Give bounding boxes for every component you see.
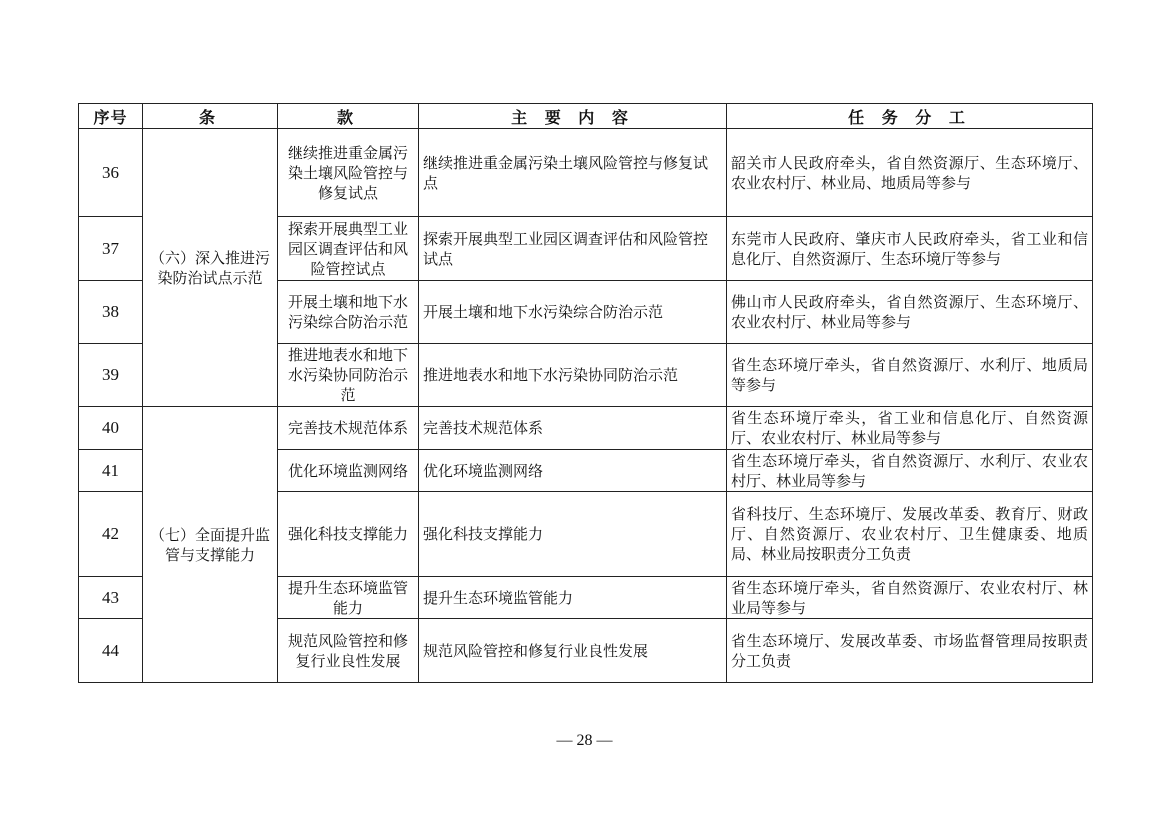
row-number: 39	[79, 344, 143, 407]
content-cell: 提升生态环境监管能力	[419, 577, 727, 619]
header-seq: 序号	[79, 104, 143, 129]
clause-cell: 提升生态环境监管能力	[278, 577, 419, 619]
clause-cell: 继续推进重金属污染土壤风险管控与修复试点	[278, 129, 419, 217]
header-article: 条	[143, 104, 278, 129]
content-cell: 完善技术规范体系	[419, 407, 727, 450]
task-cell: 省生态环境厅牵头，省工业和信息化厅、自然资源厅、农业农村厅、林业局等参与	[727, 407, 1093, 450]
table-row	[79, 129, 1093, 217]
row-number: 43	[79, 577, 143, 619]
content-cell: 强化科技支撑能力	[419, 492, 727, 577]
task-cell: 省生态环境厅牵头，省自然资源厅、水利厅、地质局等参与	[727, 344, 1093, 407]
content-cell: 优化环境监测网络	[419, 450, 727, 492]
content-cell: 推进地表水和地下水污染协同防治示范	[419, 344, 727, 407]
row-number: 37	[79, 217, 143, 281]
row-number: 40	[79, 407, 143, 450]
clause-cell: 探索开展典型工业园区调查评估和风险管控试点	[278, 217, 419, 281]
row-number: 44	[79, 619, 143, 683]
clause-cell: 完善技术规范体系	[278, 407, 419, 450]
article-cell: （七）全面提升监管与支撑能力	[143, 407, 278, 683]
task-table	[78, 103, 1093, 683]
row-number: 38	[79, 281, 143, 344]
row-number: 42	[79, 492, 143, 577]
task-cell: 省生态环境厅、发展改革委、市场监督管理局按职责分工负责	[727, 619, 1093, 683]
clause-cell: 规范风险管控和修复行业良性发展	[278, 619, 419, 683]
header-row	[79, 104, 1093, 129]
header-task: 任 务 分 工	[727, 104, 1093, 129]
task-cell: 佛山市人民政府牵头，省自然资源厅、生态环境厅、农业农村厅、林业局等参与	[727, 281, 1093, 344]
header-clause: 款	[278, 104, 419, 129]
task-cell: 省生态环境厅牵头，省自然资源厅、农业农村厅、林业局等参与	[727, 577, 1093, 619]
task-cell: 东莞市人民政府、肇庆市人民政府牵头，省工业和信息化厅、自然资源厅、生态环境厅等参与	[727, 217, 1093, 281]
clause-cell: 强化科技支撑能力	[278, 492, 419, 577]
task-cell: 韶关市人民政府牵头，省自然资源厅、生态环境厅、农业农村厅、林业局、地质局等参与	[727, 129, 1093, 217]
header-content: 主 要 内 容	[419, 104, 727, 129]
row-number: 41	[79, 450, 143, 492]
row-number: 36	[79, 129, 143, 217]
page-number: — 28 —	[556, 732, 613, 749]
clause-cell: 开展土壤和地下水污染综合防治示范	[278, 281, 419, 344]
task-cell: 省科技厅、生态环境厅、发展改革委、教育厅、财政厅、自然资源厅、农业农村厅、卫生健康委、地质局、林业局按职责分工负责	[727, 492, 1093, 577]
clause-cell: 优化环境监测网络	[278, 450, 419, 492]
table-row	[79, 407, 1093, 450]
article-cell: （六）深入推进污染防治试点示范	[143, 129, 278, 407]
content-cell: 继续推进重金属污染土壤风险管控与修复试点	[419, 129, 727, 217]
content-cell: 开展土壤和地下水污染综合防治示范	[419, 281, 727, 344]
content-cell: 探索开展典型工业园区调查评估和风险管控试点	[419, 217, 727, 281]
content-cell: 规范风险管控和修复行业良性发展	[419, 619, 727, 683]
clause-cell: 推进地表水和地下水污染协同防治示范	[278, 344, 419, 407]
task-cell: 省生态环境厅牵头，省自然资源厅、水利厅、农业农村厅、林业局等参与	[727, 450, 1093, 492]
